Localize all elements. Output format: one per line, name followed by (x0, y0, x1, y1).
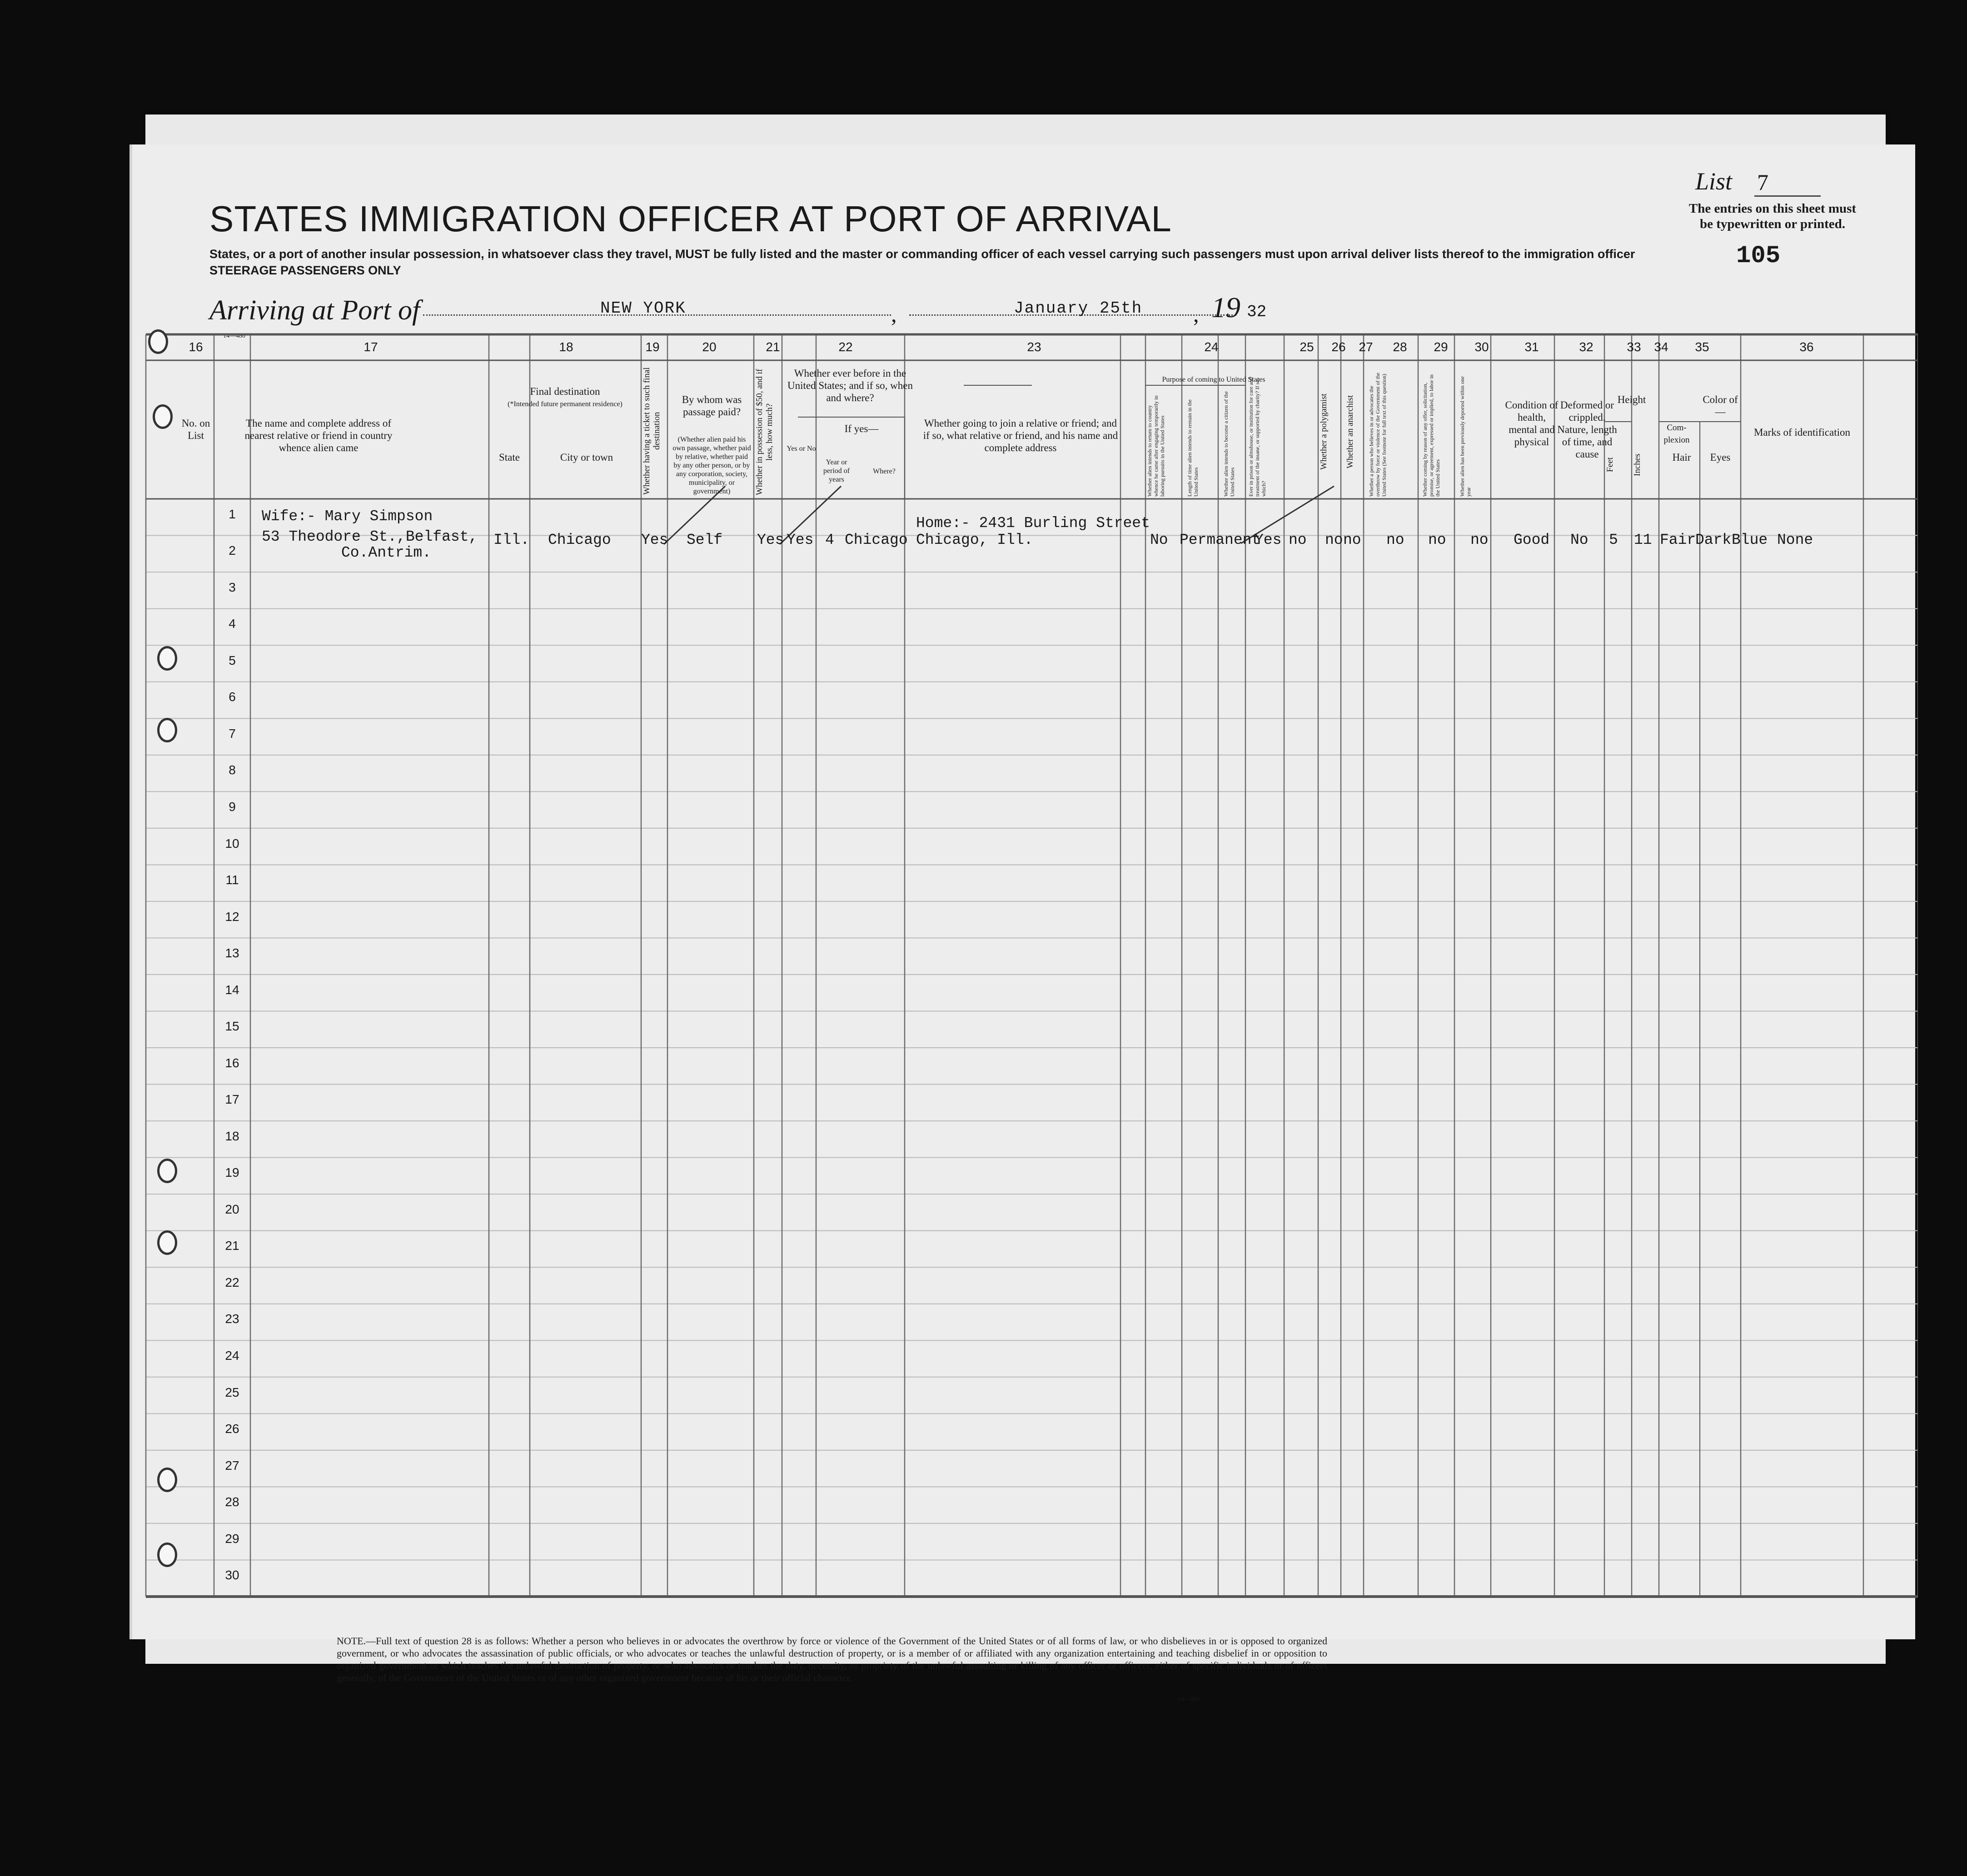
comma-separator: , (891, 301, 897, 327)
column-number: 17 (364, 340, 378, 354)
row-number: 17 (225, 1092, 239, 1107)
heading-polygamist: Whether a polygamist (1319, 393, 1329, 470)
heading-fifty-dollars: Whether in possession of $50, and if less, how much? (755, 368, 774, 495)
fifty-dollars-value: Yes (757, 532, 784, 548)
heading-feet: Feet (1605, 457, 1615, 473)
row-number: 1 (229, 507, 236, 521)
row-number: 2 (229, 543, 236, 558)
column-number: 21 (766, 340, 780, 354)
heading-where: Where? (873, 468, 896, 475)
arriving-label: Arriving at Port of (209, 295, 420, 326)
sheet-number: 105 (1736, 242, 1781, 270)
relative-county: Co.Antrim. (341, 544, 432, 561)
polygamist-value: no (1325, 532, 1343, 548)
heading-purpose-length: Length of time alien intends to remain in the United States (1186, 399, 1199, 497)
marks-value: None (1777, 532, 1813, 548)
subtitle-class: STEERAGE PASSENGERS ONLY (209, 264, 401, 277)
column-number: 35 (1695, 340, 1709, 354)
destination-state: Ill. (493, 532, 530, 548)
heading-join-relative: Whether going to join a relative or friend; and if so, what relative or friend, and his name and complete address (923, 418, 1118, 453)
complexion-value: Fair (1660, 532, 1696, 548)
column-number: 36 (1799, 340, 1814, 354)
heading-inches: Inches (1633, 453, 1642, 476)
column-number: 19 (645, 340, 660, 354)
heading-purpose-citizen: Whether alien intends to become a citizen of the United States (1223, 391, 1235, 497)
column-number: 18 (559, 340, 573, 354)
binder-hole (157, 1159, 177, 1183)
relative-street: 53 Theodore St.,Belfast, (262, 528, 478, 545)
column-number: 25 (1300, 340, 1314, 354)
heading-complexion: Com-plexion (1663, 423, 1690, 445)
column-number: 20 (702, 340, 717, 354)
comma-separator: , (1193, 301, 1199, 327)
row-number: 14 (225, 982, 239, 997)
binder-hole (157, 1230, 177, 1255)
question-28-value: no (1386, 532, 1404, 548)
row-number: 26 (225, 1422, 239, 1436)
heading-period-of-years: Year or period of years (823, 458, 850, 483)
row-number: 20 (225, 1202, 239, 1216)
row-number: 6 (229, 690, 236, 704)
row-number: 30 (225, 1568, 239, 1582)
ever-before-value: Yes (787, 532, 814, 548)
binder-hole (148, 329, 168, 354)
column-number: 24 (1204, 340, 1219, 354)
deformed-value: No (1570, 532, 1589, 548)
row-lines (146, 536, 1918, 1560)
heading-nearest-relative: The name and complete address of nearest relative or friend in country whence alien came (244, 418, 393, 453)
heading-question-30: Whether alien has been previously deported within one year (1459, 376, 1472, 497)
column-number: 16 (189, 340, 203, 354)
column-number: 29 (1434, 340, 1448, 354)
heading-eyes: Eyes (1710, 452, 1731, 463)
heading-height: Height (1617, 394, 1646, 405)
column-number: 33 (1627, 340, 1641, 354)
row-number: 23 (225, 1312, 239, 1326)
heading-passage-paid-note: (Whether alien paid his own passage, whether paid by relative, whether paid by any other person, or by any corporation, society, municipality, or government) (672, 436, 751, 495)
join-city: Chicago, Ill. (916, 532, 1033, 548)
row-number: 3 (229, 580, 236, 594)
row-number: 12 (225, 909, 239, 924)
where-value: Chicago (845, 532, 908, 548)
column-number: 22 (838, 340, 853, 354)
heading-city: City or town (560, 452, 613, 463)
heading-yes-or-no: Yes or No (787, 445, 816, 453)
row-number: 8 (229, 763, 236, 777)
prison-value: no (1289, 532, 1307, 548)
heading-question-28: Whether a person who believes in or advocates the overthrow by force or violence of the Government of the United States (See footnote for full text of this question) (1368, 373, 1387, 497)
row-number: 4 (229, 617, 236, 631)
row-number: 25 (225, 1385, 239, 1399)
page-title: STATES IMMIGRATION OFFICER AT PORT OF ARRIVAL (209, 199, 1172, 239)
relative-name: Wife:- Mary Simpson (262, 508, 433, 525)
hair-value: Dark (1695, 532, 1732, 548)
row-number: 16 (225, 1055, 239, 1070)
heading-final-destination: Final destination (530, 386, 600, 397)
row-number: 18 (225, 1129, 239, 1143)
notice-line-2: be typewritten or printed. (1699, 217, 1846, 231)
row-number: 5 (229, 653, 236, 667)
footnote-question-28: NOTE.—Full text of question 28 is as follows: Whether a person who believes in or advocates the overthrow by force or violence of the Government of the United States or of all forms of law, or who disbelieves in or is opposed to organized government, or who advocates the assassination of public officials, or who advocates or teaches the unlawful destruction of property, or is a member of or affiliated with any organization entertaining and teaching disbelief in or opposition to organized government or which teaches the unlawful destruction of property, or who advocates or teaches the duty, necessity, or propriety of the unlawful assaulting or killing of any officer or officers, either of specific individuals or of officers generally, of the Government of the United States or of any other organized government because of his or their official character. (337, 1635, 1327, 1683)
ticket-value: Yes (641, 532, 668, 548)
binder-hole (157, 1468, 177, 1492)
row-number: 11 (225, 873, 239, 887)
eyes-value: Blue (1732, 532, 1768, 548)
heading-purpose: Purpose of coming to United States (1162, 376, 1265, 383)
inches-value: 11 (1634, 532, 1652, 548)
notice-line-1: The entries on this sheet must (1688, 201, 1857, 216)
manifest-sheet (129, 144, 1915, 1703)
row-number: 7 (229, 726, 236, 741)
heading-ever-before: Whether ever before in the United States; and if so, when and where? (787, 368, 913, 403)
question-30-value: no (1470, 532, 1489, 548)
row-number: 22 (225, 1275, 239, 1289)
heading-deformed: Deformed or crippled. Nature, length of time, and cause (1557, 399, 1617, 460)
heading-state: State (499, 452, 520, 463)
column-number: 28 (1393, 340, 1407, 354)
destination-city: Chicago (548, 532, 611, 548)
passage-paid-value: Self (687, 532, 723, 548)
heading-color-of: Color of— (1703, 394, 1738, 418)
column-number: 31 (1524, 340, 1539, 354)
health-value: Good (1514, 532, 1550, 548)
binder-hole (153, 404, 173, 429)
row-number: 13 (225, 946, 239, 960)
heading-no-on-list: No. on List (181, 418, 210, 441)
heading-passage-paid: By whom was passage paid? (682, 394, 742, 418)
column-number: 23 (1027, 340, 1041, 354)
row-number: 10 (225, 836, 239, 851)
heading-anarchist: Whether an anarchist (1345, 395, 1355, 469)
table-grid (132, 144, 1918, 1639)
heading-ticket: Whether having a ticket to such final destination (642, 367, 662, 495)
heading-if-yes: If yes— (844, 423, 879, 434)
row-number: 9 (229, 799, 236, 814)
column-number: 26 (1331, 340, 1346, 354)
heading-ever-prison: Ever in prison or almshouse, or institution for care and treatment of the insane, or supported by charity? If so, which? (1248, 377, 1267, 497)
arrival-date: January 25th (1014, 299, 1143, 318)
binder-hole (157, 1543, 177, 1567)
subtitle-instructions: States, or a port of another insular possession, in whatsoever class they travel, MUST be fully listed and the master or commanding officer of each vessel carrying such passengers must upon arrival deliver lists thereof to the immigration officer (209, 247, 1635, 261)
anarchist-value: no (1343, 532, 1361, 548)
list-number: 7 (1754, 169, 1821, 197)
row-number: 19 (225, 1165, 239, 1180)
list-label: List (1695, 168, 1733, 195)
feet-value: 5 (1609, 532, 1618, 548)
heading-health: Condition of health, mental and physical (1505, 399, 1559, 448)
column-number: 30 (1474, 340, 1489, 354)
question-29-value: no (1428, 532, 1446, 548)
form-number: 14—480 (223, 333, 245, 339)
citizen-value: Yes (1255, 532, 1282, 548)
column-number: 34 (1654, 340, 1668, 354)
length-of-stay-value: Permanent (1180, 532, 1261, 548)
heading-hair: Hair (1672, 452, 1691, 463)
years-value: 4 (825, 532, 834, 548)
row-number: 29 (225, 1531, 239, 1546)
year-prefix: 19 (1211, 291, 1240, 323)
binder-hole (157, 718, 177, 742)
row-number: 28 (225, 1495, 239, 1509)
return-value: No (1150, 532, 1168, 548)
heading-purpose-return: Whether alien intends to return to country whence he came after engaging temporarily in laboring pursuits in the United States (1146, 395, 1165, 497)
row-number: 21 (225, 1239, 239, 1253)
year-suffix: 32 (1247, 303, 1267, 321)
row-number: 27 (225, 1458, 239, 1473)
row-number: 15 (225, 1019, 239, 1034)
row-number: 24 (225, 1348, 239, 1363)
port-name: NEW YORK (600, 299, 686, 318)
binder-hole (157, 646, 177, 671)
heading-marks: Marks of identification (1753, 427, 1851, 438)
heading-question-29: Whether coming by reason of any offer, solicitation, promise, or agreement, expressed or implied, to labor in the United States (1422, 374, 1441, 497)
form-number-bottom: 14—480 (1177, 1696, 1200, 1703)
column-number: 27 (1359, 340, 1373, 354)
column-number: 32 (1579, 340, 1594, 354)
join-address: Home:- 2431 Burling Street (916, 515, 1150, 532)
heading-final-destination-note: (*Intended future permanent residence) (508, 400, 622, 408)
